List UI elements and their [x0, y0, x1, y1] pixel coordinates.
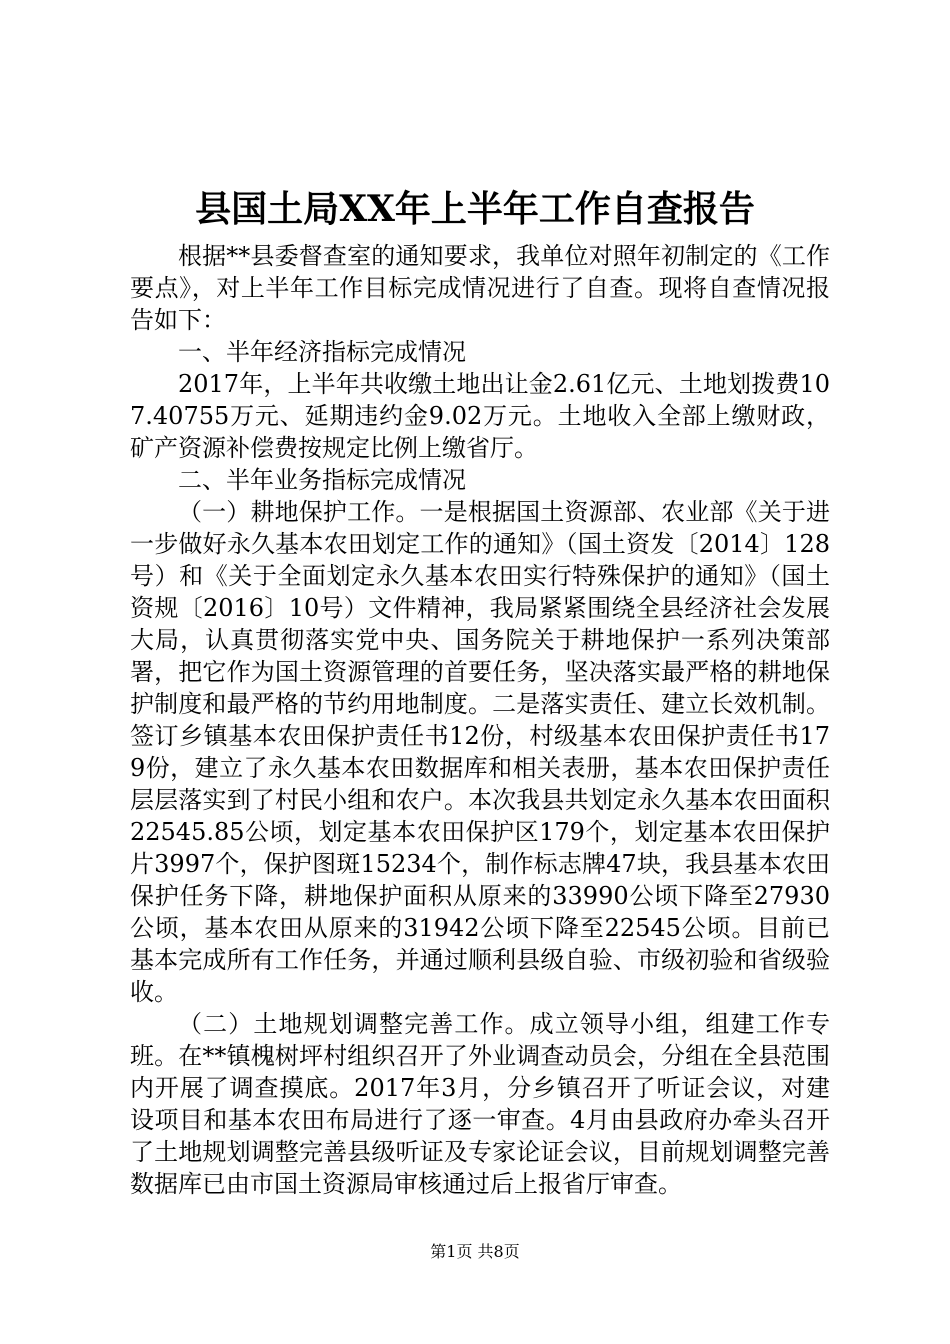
document-body [130, 240, 830, 1200]
paragraph-economic: 2017年，上半年共收缴土地出让金2.61亿元、土地划拨费107.40755万元、延期违约金9.02万元。土地收入全部上缴财政，矿产资源补偿费按规定比例上缴省厅。 [130, 370, 830, 462]
section-heading-economic: 一、半年经济指标完成情况 [178, 338, 466, 366]
document-title: 县国土局XX年上半年工作自查报告 [195, 188, 755, 230]
page-footer: 第1页 共8页 [430, 1242, 520, 1261]
paragraph-intro: 根据**县委督查室的通知要求，我单位对照年初制定的《工作要点》，对上半年工作目标完成情况进行了自查。现将自查情况报告如下： [130, 242, 830, 334]
paragraph-farmland-protection: （一）耕地保护工作。一是根据国土资源部、农业部《关于进一步做好永久基本农田划定工作的通知》（国土资发〔2014〕128号）和《关于全面划定永久基本农田实行特殊保护的通知》（国土资规〔2016〕10号）文件精神，我局紧紧围绕全县经济社会发展大局，认真贯彻落实党中央、国务院关于耕地保护一系列决策部署，把它作为国土资源管理的首要任务，坚决落实最严格的耕地保护制度和最严格的节约用地制度。二是落实责任、建立长效机制。签订乡镇基本农田保护责任书12份，村级基本农田保护责任书179份，建立了永久基本农田数据库和相关表册，基本农田保护责任层层落实到了村民小组和农户。本次我县共划定永久基本农田面积22545.85公顷，划定基本农田保护区179个，划定基本农田保护片3997个，保护图斑15234个，制作标志牌47块，我县基本农田保护任务下降，耕地保护面积从原来的33990公顷下降至27930公顷，基本农田从原来的31942公顷下降至22545公顷。目前已基本完成所有工作任务，并通过顺利县级自验、市级初验和省级验收。 [130, 498, 830, 1006]
paragraph-land-planning: （二）土地规划调整完善工作。成立领导小组，组建工作专班。在**镇槐树坪村组织召开了外业调查动员会，分组在全县范围内开展了调查摸底。2017年3月，分乡镇召开了听证会议，对建设项目和基本农田布局进行了逐一审查。4月由县政府办牵头召开了土地规划调整完善县级听证及专家论证会议，目前规划调整完善数据库已由市国土资源局审核通过后上报省厅审查。 [130, 1010, 830, 1198]
section-heading-business: 二、半年业务指标完成情况 [178, 466, 466, 494]
